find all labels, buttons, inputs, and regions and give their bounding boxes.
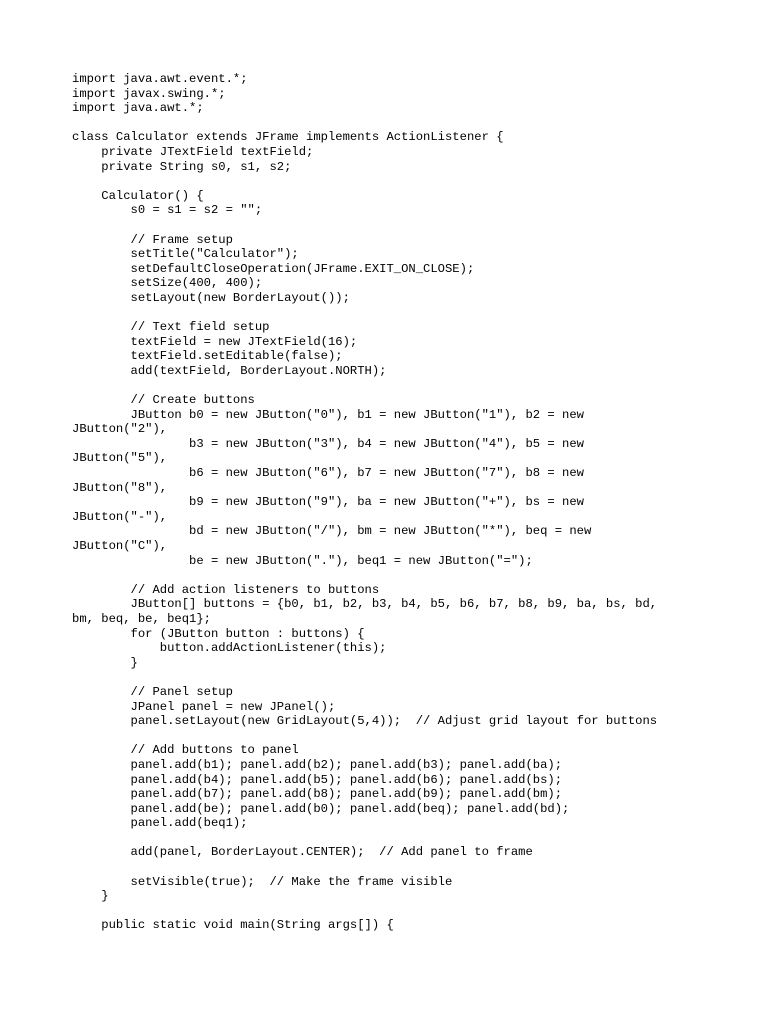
code-line: bm, beq, be, beq1};: [72, 611, 211, 626]
code-line: // Panel setup: [72, 684, 233, 699]
code-line: b6 = new JButton("6"), b7 = new JButton("7"), b8 = new: [72, 466, 584, 481]
code-line: class Calculator extends JFrame implements ActionListener {: [72, 130, 504, 145]
code-line: // Text field setup: [72, 320, 270, 335]
code-line: panel.add(beq1);: [72, 816, 248, 831]
blank-line: [72, 860, 712, 875]
code-line: setLayout(new BorderLayout());: [72, 290, 350, 305]
code-line: JButton("C"),: [72, 539, 168, 553]
blank-line: [72, 670, 712, 685]
code-line: be = new JButton("."), beq1 = new JButton("=");: [72, 553, 533, 568]
code-line: setVisible(true); // Make the frame visible: [72, 874, 453, 889]
code-line: public static void main(String args[]) {: [72, 918, 394, 933]
code-line: setTitle("Calculator");: [72, 247, 299, 262]
code-line: private String s0, s1, s2;: [72, 159, 292, 174]
code-line: add(panel, BorderLayout.CENTER); // Add panel to frame: [72, 845, 533, 860]
code-line: panel.add(b7); panel.add(b8); panel.add(b9); panel.add(bm);: [72, 787, 563, 802]
blank-line: [72, 831, 712, 846]
code-line: b9 = new JButton("9"), ba = new JButton("+"), bs = new: [72, 495, 584, 510]
code-line: b3 = new JButton("3"), b4 = new JButton("4"), b5 = new: [72, 436, 584, 451]
code-block: [72, 72, 712, 933]
code-line: JButton b0 = new JButton("0"), b1 = new JButton("1"), b2 = new: [72, 407, 584, 422]
code-line: import java.awt.*;: [72, 101, 204, 116]
code-line: private JTextField textField;: [72, 144, 314, 159]
code-line: panel.add(b4); panel.add(b5); panel.add(b6); panel.add(bs);: [72, 772, 563, 787]
blank-line: [72, 729, 712, 744]
code-line: // Add buttons to panel: [72, 743, 299, 758]
code-line: import java.awt.event.*;: [72, 72, 248, 86]
code-line: for (JButton button : buttons) {: [72, 626, 365, 641]
code-line: setSize(400, 400);: [72, 276, 263, 291]
code-line: }: [72, 889, 109, 904]
code-line: // Create buttons: [72, 393, 255, 408]
code-line: panel.add(be); panel.add(b0); panel.add(beq); panel.add(bd);: [72, 801, 570, 816]
code-line: // Add action listeners to buttons: [72, 582, 380, 597]
code-line: panel.setLayout(new GridLayout(5,4)); // Adjust grid layout for buttons: [72, 714, 658, 729]
code-line: }: [72, 655, 138, 670]
code-line: Calculator() {: [72, 188, 204, 203]
code-line: // Frame setup: [72, 232, 233, 247]
code-line: JButton("8"),: [72, 480, 168, 495]
code-line: textField = new JTextField(16);: [72, 334, 358, 349]
code-line: import javax.swing.*;: [72, 86, 226, 101]
blank-line: [72, 568, 712, 583]
code-line: button.addActionListener(this);: [72, 641, 387, 656]
code-line: JButton("5"),: [72, 451, 168, 466]
blank-line: [72, 378, 712, 393]
code-line: JButton("-"),: [72, 509, 168, 524]
code-line: s0 = s1 = s2 = "";: [72, 203, 263, 218]
blank-line: [72, 306, 712, 321]
code-line: add(textField, BorderLayout.NORTH);: [72, 363, 387, 378]
code-line: textField.setEditable(false);: [72, 349, 343, 364]
code-line: JPanel panel = new JPanel();: [72, 699, 336, 714]
code-line: JButton[] buttons = {b0, b1, b2, b3, b4, b5, b6, b7, b8, b9, ba, bs, bd,: [72, 597, 658, 612]
code-line: setDefaultCloseOperation(JFrame.EXIT_ON_CLOSE);: [72, 261, 475, 276]
blank-line: [72, 116, 712, 131]
blank-line: [72, 174, 712, 189]
code-line: bd = new JButton("/"), bm = new JButton("*"), beq = new: [72, 524, 592, 539]
code-line: panel.add(b1); panel.add(b2); panel.add(b3); panel.add(ba);: [72, 757, 563, 772]
blank-line: [72, 218, 712, 233]
blank-line: [72, 904, 712, 919]
code-line: JButton("2"),: [72, 422, 168, 437]
